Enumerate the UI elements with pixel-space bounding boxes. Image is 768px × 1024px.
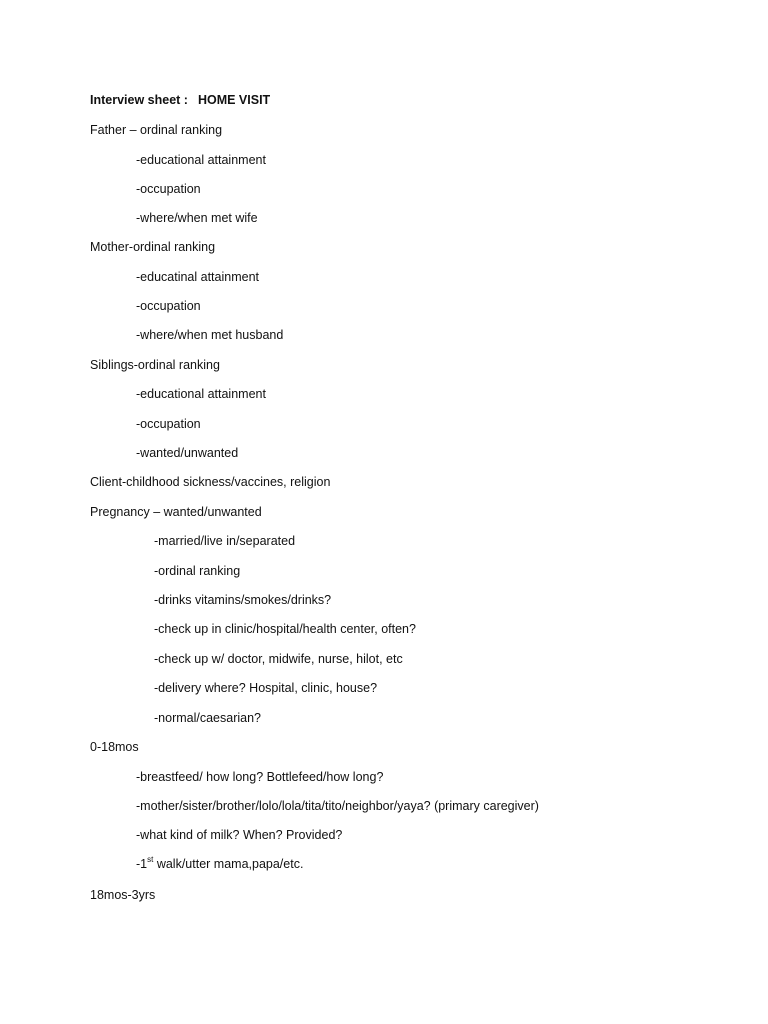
mother-item: -occupation <box>136 299 201 313</box>
mother-item: -where/when met husband <box>136 328 284 342</box>
first-walk-sup: st <box>147 854 154 864</box>
siblings-item: -wanted/unwanted <box>136 446 239 460</box>
age-0-18-item-first-walk <box>136 856 303 872</box>
father-item: -educational attainment <box>136 153 266 167</box>
first-walk-rest: walk/utter mama,papa/etc. <box>153 857 304 871</box>
father-item: -where/when met wife <box>136 211 258 225</box>
pregnancy-item: -check up in clinic/hospital/health center, often? <box>154 622 416 636</box>
mother-heading: Mother-ordinal ranking <box>90 240 216 254</box>
client-heading: Client-childhood sickness/vaccines, religion <box>90 475 331 489</box>
pregnancy-item: -normal/caesarian? <box>154 711 261 725</box>
siblings-heading: Siblings-ordinal ranking <box>90 358 220 372</box>
siblings-item: -occupation <box>136 417 201 431</box>
age-0-18-item: -breastfeed/ how long? Bottlefeed/how long? <box>136 770 384 784</box>
pregnancy-item: -ordinal ranking <box>154 564 241 578</box>
age-18-36-heading: 18mos-3yrs <box>90 888 156 902</box>
pregnancy-heading: Pregnancy – wanted/unwanted <box>90 505 262 519</box>
title-value: HOME VISIT <box>197 93 271 107</box>
pregnancy-item: -delivery where? Hospital, clinic, house? <box>154 681 378 695</box>
pregnancy-item: -check up w/ doctor, midwife, nurse, hilot, etc <box>154 652 403 666</box>
pregnancy-item: -married/live in/separated <box>154 534 296 548</box>
age-0-18-item: -what kind of milk? When? Provided? <box>136 828 343 842</box>
document-title <box>90 92 270 108</box>
father-heading: Father – ordinal ranking <box>90 123 223 137</box>
pregnancy-item: -drinks vitamins/smokes/drinks? <box>154 593 332 607</box>
first-walk-prefix: -1 <box>136 857 148 871</box>
siblings-item: -educational attainment <box>136 387 266 401</box>
age-0-18-item: -mother/sister/brother/lolo/lola/tita/tito/neighbor/yaya? (primary caregiver) <box>136 799 539 813</box>
title-label: Interview sheet : <box>90 93 188 107</box>
father-item: -occupation <box>136 182 201 196</box>
age-0-18-heading: 0-18mos <box>90 740 139 754</box>
mother-item: -educatinal attainment <box>136 270 259 284</box>
